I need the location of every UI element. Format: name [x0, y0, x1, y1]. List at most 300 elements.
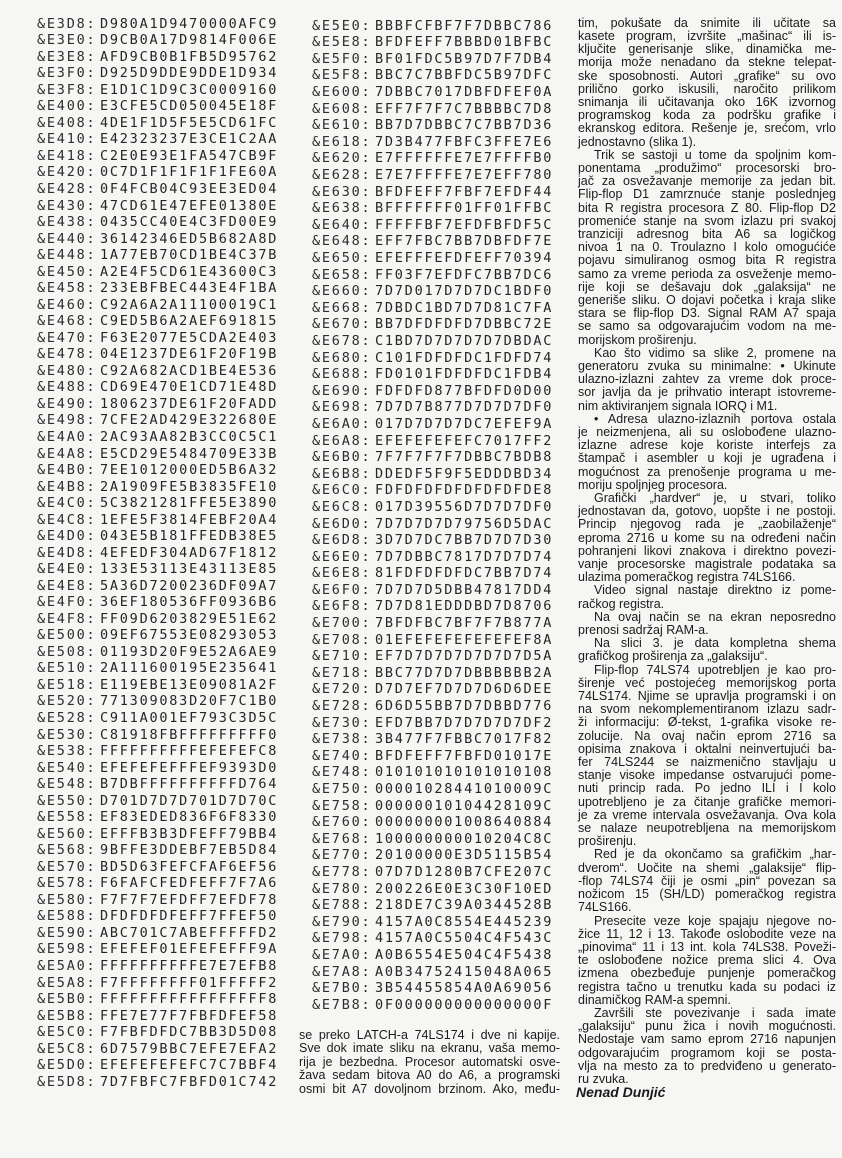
text-line: vanje procesorske magistrale podataka sa — [578, 557, 836, 572]
text-line: žice 11, 12 i 13. Takođe oslobodite veze na — [578, 926, 836, 941]
text-line: rija je bezbedna. Procesor automatski osve- — [299, 1054, 560, 1069]
listing-bytes: EFEFEFEFFFEF9393D0 — [99, 759, 279, 776]
listing-row — [37, 809, 278, 826]
listing-bytes: FFFFFBF7EFDFBFDF5C — [374, 216, 554, 233]
listing-row — [312, 864, 553, 881]
listing-address: &E630: — [312, 183, 372, 200]
listing-address: &E7B0: — [312, 980, 372, 997]
listing-row — [312, 283, 553, 300]
text-line: se preko LATCH-a 74LS174 i dve ni kapije. — [299, 1027, 560, 1042]
listing-address: &E700: — [312, 615, 372, 632]
listing-row — [312, 134, 553, 151]
listing-bytes: 000000001008640884 — [374, 814, 554, 831]
listing-bytes: 133E53113E43113E85 — [99, 561, 279, 578]
listing-bytes: A0B34752415048A065 — [374, 963, 554, 980]
listing-row — [312, 233, 553, 250]
listing-bytes: EFF7F7F7C7BBBBC7D8 — [374, 100, 554, 117]
listing-bytes: BFFFFFFF01FF01FFBC — [374, 200, 554, 217]
listing-bytes: C9ED5B6A2AEF691815 — [99, 313, 279, 330]
listing-row — [37, 512, 278, 529]
listing-row — [312, 101, 553, 118]
listing-address: &E480: — [37, 362, 97, 379]
listing-bytes: D7D7EF7D7D7D6D6DEE — [374, 681, 554, 698]
listing-address: &E428: — [37, 181, 97, 197]
listing-bytes: 7D7D017D7D7DC1BDF0 — [374, 283, 554, 300]
text-line: bita R registra procesora Z 80. Flip-flop D2 — [578, 200, 836, 215]
listing-row — [312, 84, 553, 101]
listing-address: &E4F8: — [37, 610, 97, 627]
listing-address: &E548: — [37, 776, 97, 793]
listing-row — [312, 300, 553, 317]
listing-address: &E688: — [312, 366, 372, 383]
listing-address: &E6E0: — [312, 548, 372, 565]
listing-address: &E788: — [312, 897, 372, 914]
listing-bytes: F6FAFCFEDFEFF7F7A6 — [99, 875, 279, 892]
listing-bytes: 043E5B181FFEDB38E5 — [99, 528, 279, 545]
listing-address: &E768: — [312, 830, 372, 847]
listing-row — [37, 98, 278, 115]
text-line: snimanja ili učitavanja oko 16K izvornog — [578, 94, 836, 109]
listing-address: &E418: — [37, 147, 97, 164]
listing-row — [312, 433, 553, 450]
listing-row — [37, 379, 278, 396]
text-line: Presecite veze koje spajaju njegove no- — [594, 913, 836, 928]
listing-bytes: EF7D7D7D7D7D7D7D5A — [374, 648, 554, 665]
listing-bytes: D925D9DDE9DDE1D934 — [99, 65, 279, 82]
listing-address: &E448: — [37, 247, 97, 264]
listing-row — [312, 847, 553, 864]
listing-address: &E720: — [312, 681, 372, 698]
listing-row — [37, 247, 278, 264]
article-paragraph — [578, 915, 836, 1007]
text-line: promeniće stanje na svom izlazu pri svakoj — [578, 213, 836, 228]
listing-row — [312, 582, 553, 599]
listing-address: &E5A8: — [37, 974, 97, 991]
listing-address: &E750: — [312, 781, 372, 797]
listing-address: &E520: — [37, 693, 97, 710]
text-line: kasete program, izvršite „mašinac“ ili is- — [578, 28, 836, 43]
listing-row — [312, 117, 553, 134]
listing-row — [312, 499, 553, 516]
text-line: osmi bit A7 dovoljnom brzinom. Ako, među- — [299, 1082, 560, 1097]
listing-address: &E7A8: — [312, 963, 372, 980]
listing-address: &E638: — [312, 200, 372, 217]
listing-row — [312, 881, 553, 898]
text-line: Princip njegovog rada je „zaobilaženje“ — [578, 517, 836, 532]
listing-address: &E408: — [37, 114, 97, 131]
listing-row — [37, 561, 278, 578]
listing-bytes: B7DBFFFFFFFFFFD764 — [99, 776, 279, 793]
text-line: Na ovaj način se na ekran neposredno — [594, 609, 836, 624]
listing-address: &E668: — [312, 299, 372, 316]
listing-bytes: 7DBBC7017DBFDFEF0A — [374, 84, 554, 101]
listing-address: &E560: — [37, 825, 97, 842]
listing-address: &E6D0: — [312, 515, 372, 532]
listing-bytes: 2AC93AA82B3CC0C5C1 — [99, 428, 279, 445]
listing-bytes: EFD7BB7D7D7D7D7DF2 — [374, 714, 554, 731]
listing-address: &E780: — [312, 880, 372, 897]
listing-address: &E490: — [37, 395, 97, 412]
listing-row — [37, 115, 278, 132]
listing-bytes: EFEFFFEFDFEFF70394 — [374, 250, 554, 266]
listing-bytes: FF09D6203829E51E62 — [99, 610, 279, 627]
listing-row — [37, 594, 278, 611]
listing-row — [37, 280, 278, 297]
listing-bytes: ABC701C7ABEFFFFFD2 — [99, 924, 279, 941]
listing-address: &E5B8: — [37, 1007, 97, 1024]
text-line: grafičkog proširenja za „galaksiju“. — [578, 649, 768, 664]
listing-address: &E580: — [37, 891, 97, 908]
listing-bytes: 01EFEFEFEFEFEFEF8A — [374, 631, 554, 648]
listing-bytes: 771309083D20F7C1B0 — [99, 693, 279, 710]
listing-row — [312, 731, 553, 748]
listing-bytes: EFFFB3B3DFEFF79BB4 — [99, 825, 279, 842]
listing-address: &E578: — [37, 875, 97, 892]
listing-row — [37, 214, 278, 231]
text-line: pohranjeni likovi znakova i direktno povezi- — [578, 543, 836, 558]
text-line: je neizmenjena, ali su oslobođene ulazno- — [578, 424, 836, 439]
listing-row — [312, 549, 553, 566]
listing-bytes: EFF7FBC7BB7DBFDF7E — [374, 233, 554, 250]
listing-row — [312, 167, 553, 184]
listing-address: &E570: — [37, 858, 97, 875]
listing-address: &E4D0: — [37, 528, 97, 545]
listing-address: &E4C8: — [37, 511, 97, 528]
listing-address: &E478: — [37, 346, 97, 363]
listing-bytes: FFFFFFFFFFFFFFFFF8 — [99, 991, 279, 1008]
listing-address: &E748: — [312, 764, 372, 781]
listing-bytes: C92A682ACD1BE4E536 — [99, 362, 279, 379]
listing-bytes: 47CD61E47EFE01380E — [99, 197, 279, 214]
listing-row — [37, 181, 278, 198]
listing-address: &E5C8: — [37, 1040, 97, 1057]
listing-bytes: F63E2077E5CDA2E403 — [99, 329, 279, 346]
listing-address: &E648: — [312, 233, 372, 250]
listing-row — [37, 677, 278, 694]
listing-bytes: 3D7D7DC7BB7D7D7D30 — [374, 532, 554, 549]
listing-row — [312, 482, 553, 499]
listing-address: &E468: — [37, 313, 97, 330]
listing-address: &E620: — [312, 150, 372, 167]
text-line: stanje visoke impedanse ostvarujući pome- — [578, 768, 836, 783]
text-line: upotrebljeno je za čitanje grafičke memori- — [578, 794, 836, 809]
text-line: odgovarajućim programom koji se posta- — [578, 1045, 836, 1060]
listing-bytes: 4157A0C5504C4F543C — [374, 930, 554, 947]
listing-row — [312, 764, 553, 781]
listing-row — [37, 131, 278, 148]
listing-bytes: E5CD29E5484709E33B — [99, 445, 279, 462]
listing-bytes: 7D7D7D5DBB47817DD4 — [374, 581, 554, 598]
listing-address: &E678: — [312, 332, 372, 349]
listing-address: &E498: — [37, 412, 97, 429]
text-line: prenosi sadržaj RAM-a. — [578, 623, 709, 638]
listing-bytes: C2E0E93E1FA547CB9F — [99, 147, 279, 164]
listing-bytes: BFDFEFF7FBFD01017E — [374, 747, 554, 764]
listing-address: &E410: — [37, 131, 97, 148]
listing-bytes: 2A1909FE5B3835FE10 — [99, 478, 279, 495]
listing-bytes: 1EFE5F3814FEBF20A4 — [99, 511, 279, 528]
listing-bytes: 01193D20F9E52A6AE9 — [99, 643, 279, 660]
listing-bytes: 4EFEDF304AD67F1812 — [99, 544, 279, 561]
listing-address: &E798: — [312, 930, 372, 947]
listing-row — [37, 793, 278, 810]
listing-bytes: E1D1C1D9C3C0009160 — [99, 81, 279, 98]
text-line: registra tačno u trenutku kada su podaci iz — [578, 979, 836, 994]
text-line: izmena obezbeđuje punjenje pomeračkog — [578, 966, 836, 981]
listing-row — [37, 776, 278, 793]
listing-row — [37, 330, 278, 347]
listing-bytes: E119EBE13E09081A2F — [99, 676, 279, 693]
article-paragraph — [578, 664, 836, 849]
listing-address: &E518: — [37, 676, 97, 693]
listing-bytes: 7D7D81EDDDBD7D8706 — [374, 598, 554, 615]
text-line: je za vreme intervala osvežavanja. Ova kola — [578, 807, 836, 822]
listing-address: &E6C8: — [312, 498, 372, 515]
text-line: „pinovima“ 11 i 13 int. kola 74LS38. Poveži- — [578, 939, 836, 954]
listing-bytes: 7DBDC1BD7D7D81C7FA — [374, 299, 554, 316]
listing-address: &E6C0: — [312, 482, 372, 499]
listing-bytes: BBC77D7D7DBBBBBB2A — [374, 664, 554, 681]
hex-listing-left — [37, 16, 278, 1091]
listing-row — [37, 760, 278, 777]
listing-row — [37, 1074, 278, 1091]
listing-bytes: FFE7E77F7FBFDFEF58 — [99, 1007, 279, 1024]
listing-address: &E5C0: — [37, 1024, 97, 1041]
listing-address: &E6D8: — [312, 532, 372, 549]
listing-address: &E690: — [312, 382, 372, 399]
listing-address: &E600: — [312, 84, 372, 101]
text-line: generatoru zvuka su minimalne: • Ukinute — [578, 358, 836, 373]
listing-row — [37, 1041, 278, 1058]
article-paragraph — [578, 347, 836, 413]
text-line: dverom“. Uočite na shemi „galaksije“ flip- — [578, 860, 836, 875]
listing-row — [312, 51, 553, 68]
text-line: jednostavan da, gotovo, uopšte i ne postoji. — [578, 504, 836, 519]
listing-bytes: 7D7FBFC7FBFD01C742 — [99, 1073, 279, 1090]
listing-row — [37, 429, 278, 446]
text-line: Nedostaje vam samo eprom 2716 napunjen — [578, 1032, 836, 1047]
listing-row — [37, 313, 278, 330]
listing-address: &E540: — [37, 759, 97, 776]
article-paragraph — [578, 149, 836, 347]
article-paragraph — [578, 848, 836, 914]
text-line: Kao što vidimo sa slike 2, promene na — [594, 345, 836, 360]
listing-address: &E450: — [37, 263, 97, 280]
listing-row — [37, 49, 278, 66]
text-line: ske sposobnosti. Autori „grafike“ su ovo — [578, 68, 836, 83]
listing-row — [37, 826, 278, 843]
text-line: fer 74LS244 se naizmenično stavljaju u — [578, 755, 836, 770]
listing-address: &E568: — [37, 842, 97, 859]
listing-address: &E440: — [37, 230, 97, 247]
listing-bytes: C81918FBFFFFFFFFF0 — [99, 726, 279, 743]
listing-row — [312, 366, 553, 383]
listing-address: &E530: — [37, 726, 97, 743]
listing-address: &E790: — [312, 913, 372, 930]
listing-bytes: 1806237DE61F20FADD — [99, 395, 279, 412]
text-line: opisima znakova i oktalni neinvertujući ba- — [578, 741, 836, 756]
listing-row — [37, 16, 278, 33]
listing-row — [312, 947, 553, 964]
listing-row — [37, 859, 278, 876]
listing-row — [312, 416, 553, 433]
listing-address: &E658: — [312, 266, 372, 283]
listing-address: &E3D8: — [37, 15, 97, 32]
text-line: programskog koda za podršku grafike i — [578, 108, 836, 123]
listing-bytes: FFFFFFFFFFE7E7EFB8 — [99, 957, 279, 974]
listing-bytes: 3B54455854A0A69056 — [374, 980, 554, 997]
listing-row — [312, 798, 553, 815]
listing-address: &E760: — [312, 814, 372, 831]
listing-row — [37, 32, 278, 49]
text-line: 74LS166. — [578, 900, 632, 915]
text-line: ulazima pomeračkog registra 74LS166. — [578, 570, 796, 585]
listing-bytes: 233EBFBEC443E4F1BA — [99, 280, 279, 297]
text-line: Trik se sastoji u tome da spoljnim kom- — [594, 147, 836, 162]
text-line: 74LS174. Njime se upravlja programski i on — [578, 689, 836, 704]
listing-row — [312, 814, 553, 831]
listing-bytes: 36EF180536FF0936B6 — [99, 594, 279, 611]
listing-row — [312, 333, 553, 350]
listing-row — [37, 82, 278, 99]
listing-bytes: 7EE1012000ED5B6A32 — [99, 462, 279, 479]
text-line: Video signal nastaje direktno iz pome- — [594, 583, 836, 598]
text-line: Grafički „hardver“ je, u stvari, toliko — [594, 491, 836, 505]
listing-bytes: 017D39556D7D7D7DF0 — [374, 498, 554, 515]
listing-address: &E3F0: — [37, 65, 97, 82]
listing-bytes: E42323237E3CE1C2AA — [99, 131, 279, 148]
listing-address: &E640: — [312, 216, 372, 233]
text-line: nuti princip rada. Po jedno ILI i I kolo — [578, 781, 836, 796]
listing-row — [312, 217, 553, 234]
listing-address: &E460: — [37, 296, 97, 313]
listing-bytes: 200226E0E3C30F10ED — [374, 880, 554, 897]
listing-bytes: A2E4F5CD61E43600C3 — [99, 263, 279, 280]
listing-address: &E5D0: — [37, 1057, 97, 1074]
listing-row — [312, 964, 553, 981]
listing-row — [312, 930, 553, 947]
listing-row — [37, 297, 278, 314]
listing-bytes: FD0101FDFDFDC1FDB4 — [374, 366, 554, 383]
article-paragraph — [578, 611, 836, 637]
listing-bytes: 07D7D1280B7CFE207C — [374, 863, 554, 880]
text-line: na svom nekomplementiranom izlazu sadr- — [578, 702, 836, 717]
text-line: sor javlja da je prihvatio interapt istovreme- — [578, 385, 836, 400]
listing-row — [37, 578, 278, 595]
listing-address: &E6B8: — [312, 465, 372, 482]
text-line: pojavu simuliranog osmog bita R registra — [578, 253, 836, 268]
listing-row — [37, 958, 278, 975]
listing-bytes: EF83EDED836F6F8330 — [99, 809, 279, 826]
listing-row — [312, 781, 553, 798]
listing-address: &E4A0: — [37, 428, 97, 445]
listing-address: &E710: — [312, 648, 372, 665]
text-line: Flip-flop 74LS74 upotrebljen je kao pro- — [594, 662, 836, 677]
text-line: ekranskog editora. Rešenje je, srećom, vrlo — [578, 121, 836, 136]
text-line: Flip-flop D1 zamrznuće stanje poslednjeg — [578, 187, 836, 202]
listing-row — [312, 681, 553, 698]
listing-bytes: 2A111600195E235641 — [99, 660, 279, 677]
listing-address: &E6A8: — [312, 432, 372, 449]
listing-address: &E4E0: — [37, 561, 97, 578]
listing-address: &E7B8: — [312, 996, 372, 1013]
listing-bytes: 7D3B477FBFC3FFE7E6 — [374, 133, 554, 150]
listing-row — [312, 200, 553, 217]
text-line: morija može nenadano da stekne telepat- — [578, 55, 836, 70]
listing-address: &E610: — [312, 117, 372, 134]
listing-address: &E430: — [37, 197, 97, 214]
text-line: jednostavno (slika 1). — [578, 134, 697, 149]
text-line: tim, pokušate da snimite ili učitate sa — [578, 15, 836, 30]
listing-row — [37, 991, 278, 1008]
article-paragraph — [578, 584, 836, 610]
listing-row — [37, 941, 278, 958]
listing-address: &E5B0: — [37, 991, 97, 1008]
listing-bytes: D9CB0A17D9814F006E — [99, 32, 279, 49]
listing-row — [37, 925, 278, 942]
listing-row — [37, 1008, 278, 1025]
listing-address: &E7A0: — [312, 946, 372, 963]
listing-bytes: 7D7D7D7D79756D5DAC — [374, 515, 554, 532]
listing-bytes: D980A1D9470000AFC9 — [99, 15, 279, 32]
listing-address: &E708: — [312, 631, 372, 648]
listing-address: &E758: — [312, 797, 372, 814]
listing-address: &E4A8: — [37, 445, 97, 462]
listing-address: &E4B8: — [37, 478, 97, 495]
listing-bytes: FDFDFD877BFDFD0D00 — [374, 382, 554, 399]
listing-address: &E670: — [312, 316, 372, 333]
listing-bytes: 7BFDFBC7BF7F7B877A — [374, 615, 554, 632]
listing-row — [37, 164, 278, 181]
listing-address: &E740: — [312, 747, 372, 764]
listing-address: &E470: — [37, 329, 97, 346]
listing-address: &E4D8: — [37, 544, 97, 561]
listing-row — [37, 842, 278, 859]
listing-address: &E500: — [37, 627, 97, 644]
listing-bytes: DFDFDFDFEFF7FFEF50 — [99, 908, 279, 925]
listing-bytes: BBC7C7BBFDC5B97DFC — [374, 67, 554, 84]
listing-row — [312, 466, 553, 483]
listing-row — [37, 545, 278, 562]
listing-bytes: BFDFEFF7BBBD01BFBC — [374, 34, 554, 51]
listing-address: &E510: — [37, 660, 97, 677]
listing-row — [312, 383, 553, 400]
listing-address: &E628: — [312, 167, 372, 184]
text-line: eproma 2716 u kome su na određeni način — [578, 530, 836, 545]
text-line: Na slici 3. je data kompletna shema — [594, 636, 836, 651]
listing-address: &E778: — [312, 863, 372, 880]
article-paragraph — [578, 17, 836, 149]
text-line: tranziciji adresnog bita A6 sa logičkog — [578, 226, 836, 241]
text-line: širenje već postojećeg memorijskog porta — [578, 675, 836, 690]
listing-bytes: 00001028441010009C — [374, 781, 554, 797]
listing-row — [37, 495, 278, 512]
listing-bytes: D701D7D7D701D7D70C — [99, 792, 279, 809]
listing-address: &E598: — [37, 941, 97, 958]
listing-row — [312, 67, 553, 84]
listing-row — [37, 346, 278, 363]
listing-row — [37, 412, 278, 429]
listing-address: &E6B0: — [312, 449, 372, 466]
listing-row — [37, 627, 278, 644]
listing-bytes: 0F000000000000000F — [374, 996, 554, 1013]
listing-address: &E6E8: — [312, 565, 372, 582]
listing-bytes: F7FFFFFFFF01FFFFF2 — [99, 974, 279, 991]
text-line: jač za osvežavanje memorije za jedan bit. — [578, 174, 836, 189]
listing-bytes: 9BFFE3DDEBF7EB5D84 — [99, 842, 279, 859]
text-line: ru zvuka. — [578, 1071, 629, 1086]
listing-bytes: C92A6A2A11100019C1 — [99, 296, 279, 313]
